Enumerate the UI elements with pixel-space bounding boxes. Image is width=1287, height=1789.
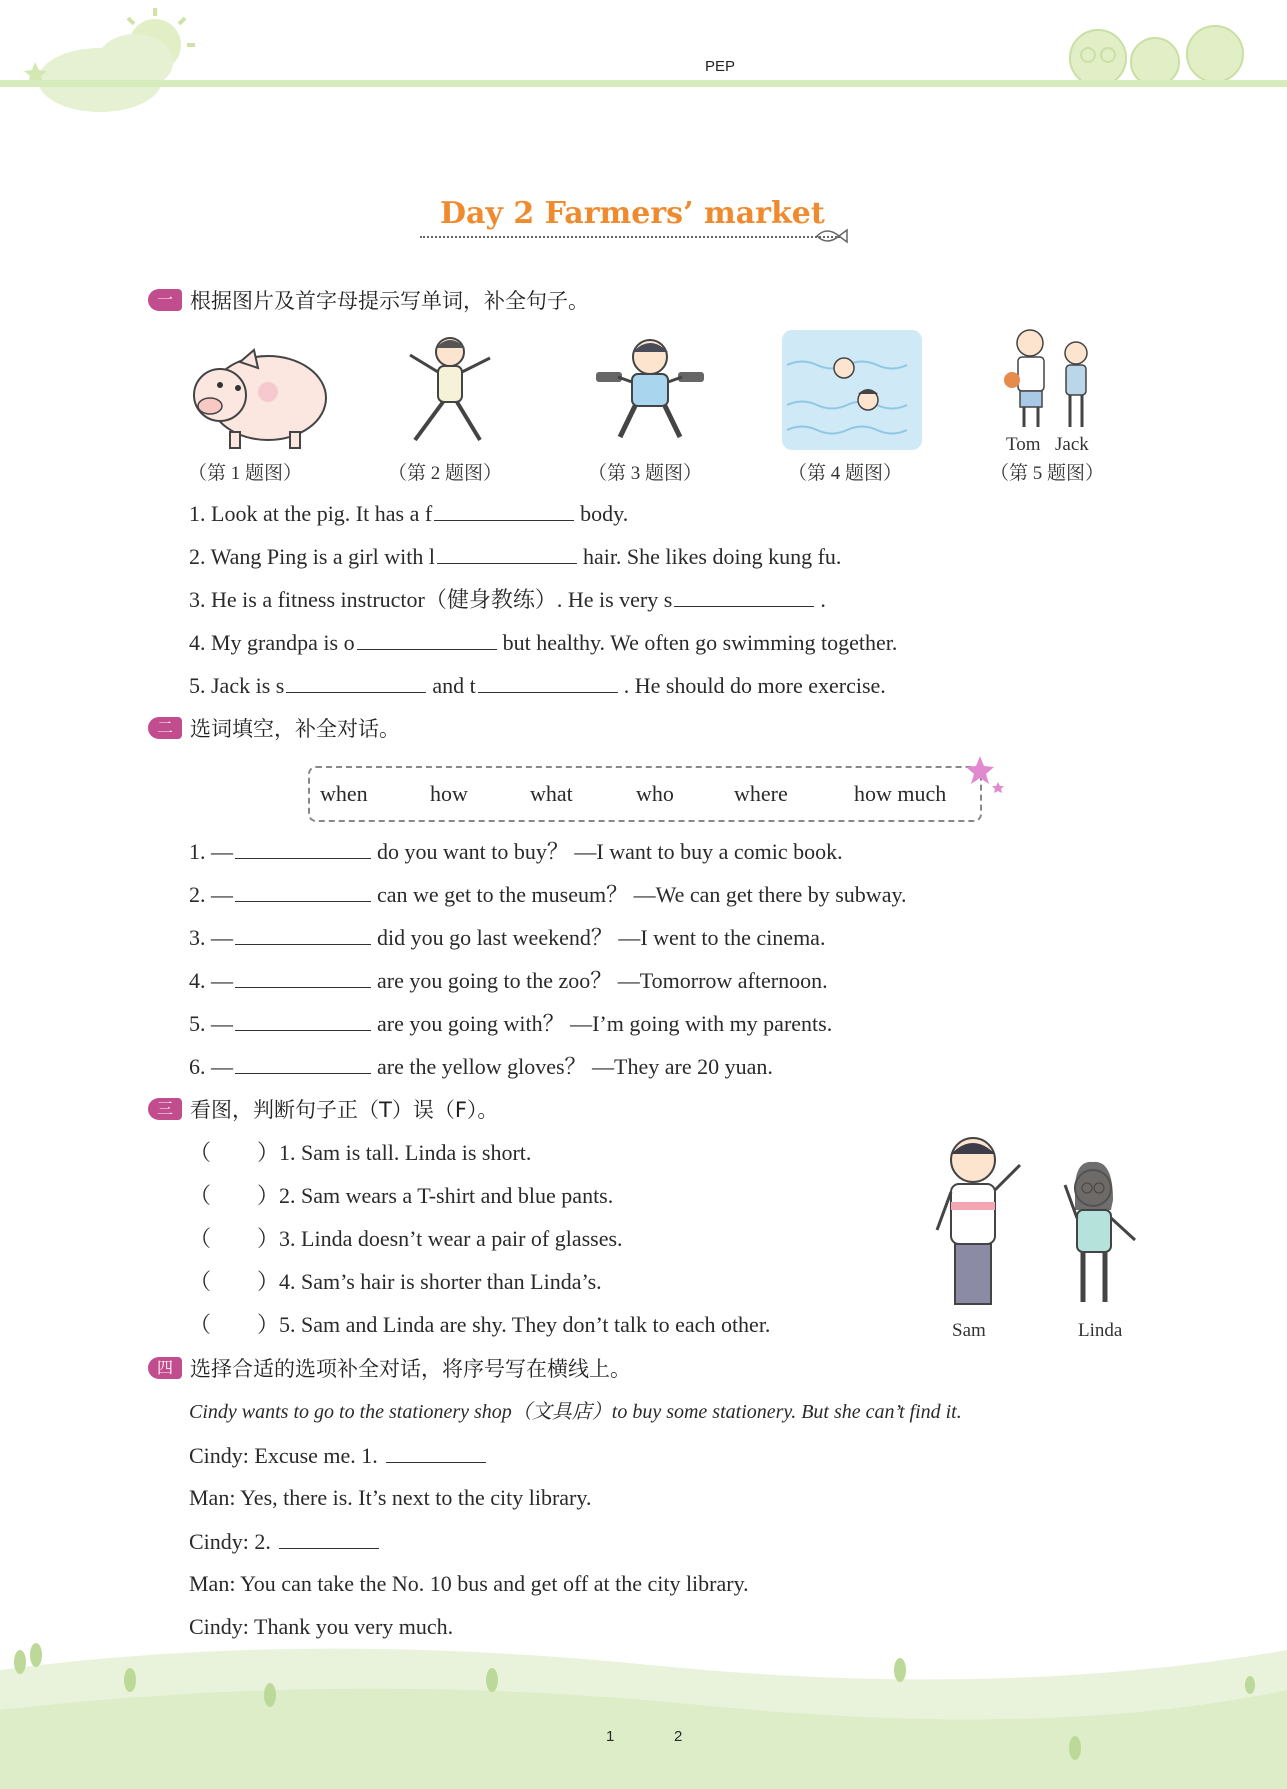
- word-option: how much: [854, 781, 947, 806]
- page-number-left: 1: [606, 1728, 615, 1745]
- s2-item-6-num: 6. —: [189, 1054, 233, 1079]
- s3-item-4-text: ）4. Sam’s hair is shorter than Linda’s.: [257, 1269, 602, 1294]
- sam-label: Sam: [952, 1320, 986, 1341]
- section4-instruction: 选择合适的选项补全对话，将序号写在横线上。: [190, 1357, 631, 1381]
- caption-2: （第 2 题图）: [388, 463, 503, 484]
- jack-label: Jack: [1055, 434, 1089, 455]
- s3-paren: （: [189, 1269, 212, 1294]
- s3-paren: （: [189, 1312, 212, 1337]
- answer-blank[interactable]: [279, 1526, 379, 1549]
- s3-paren: （: [189, 1226, 212, 1251]
- s1-item-4: [189, 627, 897, 657]
- header-label: PEP: [705, 58, 736, 75]
- section1-instruction: 根据图片及首字母提示写单词，补全句子。: [190, 289, 589, 313]
- caption-3: （第 3 题图）: [588, 463, 703, 484]
- section1-badge: 一: [148, 289, 182, 311]
- word-option: what: [530, 781, 573, 806]
- s3-item-5-text: ）5. Sam and Linda are shy. They don’t talk to each other.: [257, 1312, 771, 1337]
- answer-blank[interactable]: [235, 1008, 371, 1031]
- s3-item-4: [189, 1267, 602, 1297]
- answer-blank[interactable]: [235, 922, 371, 945]
- s2-item-1-text: do you want to buy？ —I want to buy a comic book.: [377, 839, 843, 864]
- s1-item-1: [189, 498, 628, 528]
- s1-item-4-tail: but healthy. We often go swimming together.: [502, 630, 898, 655]
- s3-paren: （: [189, 1183, 212, 1208]
- header-decoration: [0, 0, 1287, 120]
- s2-item-2-num: 2. —: [189, 882, 233, 907]
- word-bank: [308, 766, 982, 822]
- s1-item-4-text: 4. My grandpa is o: [189, 630, 355, 655]
- s2-item-5: [189, 1008, 832, 1038]
- s4-line-3: [189, 1526, 385, 1556]
- star-icon: [962, 754, 1006, 798]
- section4-badge: 四: [148, 1357, 182, 1379]
- s3-item-2-text: ）2. Sam wears a T-shirt and blue pants.: [257, 1183, 614, 1208]
- s1-item-3: [189, 584, 826, 614]
- s1-item-2: [189, 541, 841, 571]
- page-title: Day 2 Farmers’ market: [440, 196, 825, 231]
- s2-item-6-text: are the yellow gloves？ —They are 20 yuan.: [377, 1054, 773, 1079]
- fitness-boy-illustration: [590, 332, 710, 452]
- s2-item-4: [189, 965, 828, 995]
- s2-item-3-text: did you go last weekend？ —I went to the cinema.: [377, 925, 826, 950]
- word-option: who: [636, 781, 674, 806]
- answer-blank[interactable]: [386, 1440, 486, 1463]
- s1-item-5-tail: . He should do more exercise.: [623, 673, 886, 698]
- s2-item-3-num: 3. —: [189, 925, 233, 950]
- s2-item-4-num: 4. —: [189, 968, 233, 993]
- s4-line-5: Cindy: Thank you very much.: [189, 1614, 454, 1639]
- answer-blank[interactable]: [434, 498, 574, 521]
- s2-item-5-text: are you going with？ —I’m going with my parents.: [377, 1011, 833, 1036]
- caption-5: （第 5 题图）: [990, 463, 1105, 484]
- s1-item-1-tail: body.: [580, 501, 629, 526]
- s4-line-2: Man: Yes, there is. It’s next to the city library.: [189, 1485, 592, 1510]
- section2-badge: 二: [148, 717, 182, 739]
- section3-instruction: 看图，判断句子正（T）误（F）。: [190, 1098, 499, 1122]
- s4-line-4: Man: You can take the No. 10 bus and get off at the city library.: [189, 1571, 749, 1596]
- caption-4: （第 4 题图）: [788, 463, 903, 484]
- s3-item-1: [189, 1138, 531, 1168]
- s2-item-3: [189, 922, 825, 952]
- answer-blank[interactable]: [437, 541, 577, 564]
- tom-jack-illustration: [1002, 325, 1102, 435]
- s3-item-3: [189, 1224, 623, 1254]
- answer-blank[interactable]: [478, 670, 618, 693]
- answer-blank[interactable]: [357, 627, 497, 650]
- s1-item-5-text: 5. Jack is s: [189, 673, 285, 698]
- section3-heading: [148, 1095, 498, 1123]
- s4-line-1: [189, 1440, 492, 1470]
- word-option: how: [430, 781, 468, 806]
- s3-paren: （: [189, 1140, 212, 1165]
- linda-label: Linda: [1078, 1320, 1123, 1341]
- section2-instruction: 选词填空，补全对话。: [190, 717, 400, 741]
- s1-item-5: [189, 670, 886, 700]
- pig-illustration: [180, 340, 330, 455]
- answer-blank[interactable]: [235, 965, 371, 988]
- tom-label: Tom: [1006, 434, 1041, 455]
- page-number-right: 2: [674, 1728, 683, 1745]
- footer-hills: [0, 1610, 1287, 1789]
- title-underline: [420, 236, 840, 238]
- s1-item-2-text: 2. Wang Ping is a girl with l: [189, 544, 435, 569]
- answer-blank[interactable]: [235, 836, 371, 859]
- s4-line-3-text: Cindy: 2.: [189, 1529, 271, 1554]
- s2-item-2-text: can we get to the museum？ —We can get there by subway.: [377, 882, 907, 907]
- answer-blank[interactable]: [235, 1051, 371, 1074]
- word-option: when: [320, 781, 368, 806]
- kungfu-girl-illustration: [395, 330, 505, 455]
- section3-badge: 三: [148, 1098, 182, 1120]
- section2-heading: [148, 714, 400, 742]
- s2-item-1: [189, 836, 843, 866]
- answer-blank[interactable]: [286, 670, 426, 693]
- sun-cloud-icon: [24, 8, 195, 112]
- fish-icon: [815, 224, 849, 248]
- caption-1: （第 1 题图）: [188, 463, 303, 484]
- s4-line-1-text: Cindy: Excuse me. 1.: [189, 1443, 378, 1468]
- section4-heading: [148, 1354, 631, 1382]
- s4-intro: Cindy wants to go to the stationery shop（文具店）to buy some stationery. But she can’t find it.: [189, 1401, 962, 1423]
- s2-item-6: [189, 1051, 773, 1081]
- s1-item-2-tail: hair. She likes doing kung fu.: [582, 544, 842, 569]
- s2-item-4-text: are you going to the zoo？ —Tomorrow afternoon.: [377, 968, 828, 993]
- s3-item-1-text: ）1. Sam is tall. Linda is short.: [257, 1140, 532, 1165]
- sam-linda-illustration: [925, 1130, 1165, 1330]
- s1-item-1-text: 1. Look at the pig. It has a f: [189, 501, 433, 526]
- answer-blank[interactable]: [674, 584, 814, 607]
- swimming-illustration: [782, 330, 922, 450]
- section1-heading: [148, 286, 589, 314]
- s3-item-2: [189, 1181, 613, 1211]
- word-option: where: [734, 781, 788, 806]
- s1-item-3-tail: .: [820, 587, 826, 612]
- animal-friends-icon: [1070, 26, 1243, 86]
- s3-item-3-text: ）3. Linda doesn’t wear a pair of glasses.: [257, 1226, 623, 1251]
- answer-blank[interactable]: [235, 879, 371, 902]
- s2-item-2: [189, 879, 907, 909]
- s1-item-3-text: 3. He is a fitness instructor（健身教练）. He is very s: [189, 587, 673, 612]
- s3-item-5: [189, 1310, 770, 1340]
- s2-item-1-num: 1. —: [189, 839, 233, 864]
- s2-item-5-num: 5. —: [189, 1011, 233, 1036]
- s1-item-5-mid: and t: [432, 673, 476, 698]
